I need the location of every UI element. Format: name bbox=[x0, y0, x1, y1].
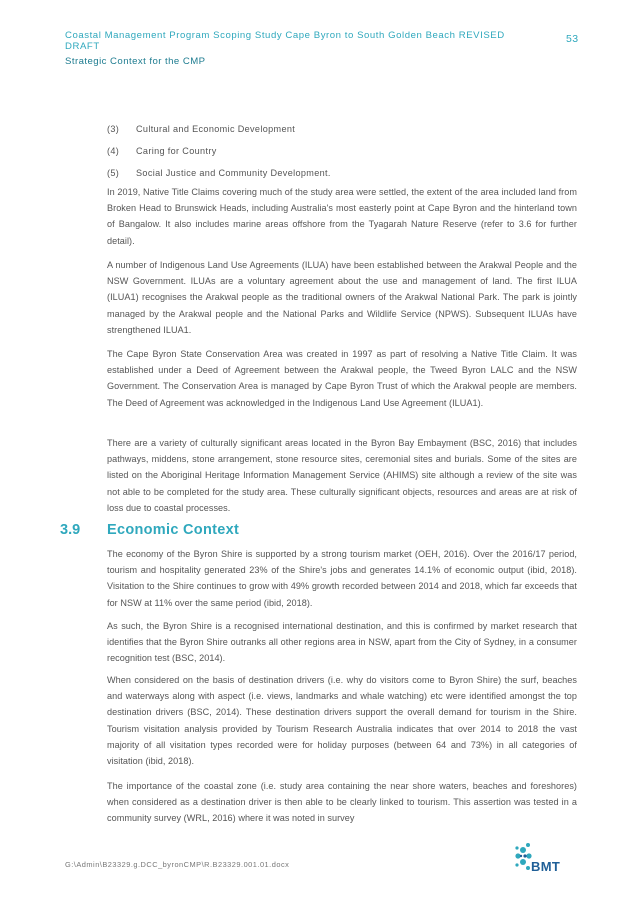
footer-path: G:\Admin\B23329.g.DCC_byronCMP\R.B23329.001.01.docx bbox=[65, 860, 290, 869]
list-item bbox=[107, 123, 295, 135]
list-item-text: Caring for Country bbox=[136, 146, 217, 156]
paragraph-ilua: A number of Indigenous Land Use Agreements (ILUA) have been established between the Arakwal People and the NSW Government. ILUAs are a voluntary agreement about the use and management of land. The first ILUA (ILUA1) recognises the Arakwal people as the traditional owners of the Arakwal National Park. The park is jointly managed by the Arakwal people and the National Parks and Wildlife Service (NPWS). Subsequent ILUAs have strengthened ILUA1. bbox=[107, 260, 577, 335]
paragraph-coastal-zone: The importance of the coastal zone (i.e. study area containing the near shore waters, beaches and foreshores) when considered as a destination driver is then able to be clearly linked to tourism. This assertion was tested in a community survey (WRL, 2016) where it was noted in survey bbox=[107, 781, 577, 824]
list-item-number: (5) bbox=[107, 168, 120, 178]
paragraph-cultural-sites: There are a variety of culturally significant areas located in the Byron Bay Embayment (BSC, 2016) that includes pathways, middens, stone arrangement, stone resource sites, ceremonial sites and burials. Some of the sites are listed on the Aboriginal Heritage Information Management Service (AHIMS) site although a review of the site was not able to be completed for the study area. These culturally significant objects, resources and areas are at risk of loss due to coastal processes. bbox=[107, 438, 577, 513]
section-number: 3.9 bbox=[60, 522, 81, 538]
paragraph-conservation-area: The Cape Byron State Conservation Area was created in 1997 as part of resolving a Native Title Claim. It was established under a Deed of Agreement between the Arakwal people, the Tweed Byron LALC and the NSW Government. The Conservation Area is managed by Cape Byron Trust of which the Arakwal people are members. The Deed of Agreement was acknowledged in the Indigenous Land Use Agreement (ILUA1). bbox=[107, 349, 577, 408]
paragraph-destination-drivers: When considered on the basis of destination drivers (i.e. why do visitors come to Byron Shire) the surf, beaches and waterways along with aspect (i.e. views, landmarks and whale watching) etc were identified amongst the top destination drivers (BSC, 2014). These destination drivers support the overall demand for tourism in the Shire. Tourism visitation analysis provided by Tourism Research Australia indicates that over 2014 to 2018 the vast majority of all visitation types recorded were for holiday purposes (between 64 and 73%) in all categories of visitation (ibid, 2018). bbox=[107, 675, 577, 767]
section-heading: Strategic Context for the CMP bbox=[65, 56, 206, 67]
list-item bbox=[107, 145, 217, 157]
list-item-number: (4) bbox=[107, 146, 120, 156]
list-item-text: Social Justice and Community Development. bbox=[136, 168, 331, 178]
list-item-number: (3) bbox=[107, 124, 120, 134]
list-item-text: Cultural and Economic Development bbox=[136, 124, 296, 134]
page-number: 53 bbox=[566, 33, 579, 45]
section-title: Economic Context bbox=[107, 522, 240, 538]
paragraph-destination: As such, the Byron Shire is a recognised international destination, and this is confirmed by market research that identifies that the Byron Shire outranks all other regions area in NSW, apart from the City of Sydney, in a consumer recognition test (BSC, 2014). bbox=[107, 621, 577, 664]
list-item bbox=[107, 167, 331, 179]
paragraph-economy: The economy of the Byron Shire is supported by a strong tourism market (OEH, 2016). Over the 2016/17 period, tourism and hospitality generated 23% of the Shire's jobs and generates 14.1% of economic output (ibid, 2018). Visitation to the Shire continues to grow with 49% growth recorded between 2014 and 2018, which far exceeds that for NSW at 11% over the same period (ibid, 2018). bbox=[107, 549, 577, 608]
paragraph-native-title: In 2019, Native Title Claims covering much of the study area were settled, the extent of the area included land from Broken Head to Brunswick Heads, including Australia's most easterly point at Cape Byron and the hinterland town of Bangalow. It also includes marine areas offshore from the Tyagarah Nature Reserve (refer to 3.6 for further detail). bbox=[107, 187, 577, 246]
header-title: Coastal Management Program Scoping Study Cape Byron to South Golden Beach REVISED DRAFT bbox=[65, 30, 505, 52]
bmt-logo-text: BMT bbox=[531, 859, 561, 874]
